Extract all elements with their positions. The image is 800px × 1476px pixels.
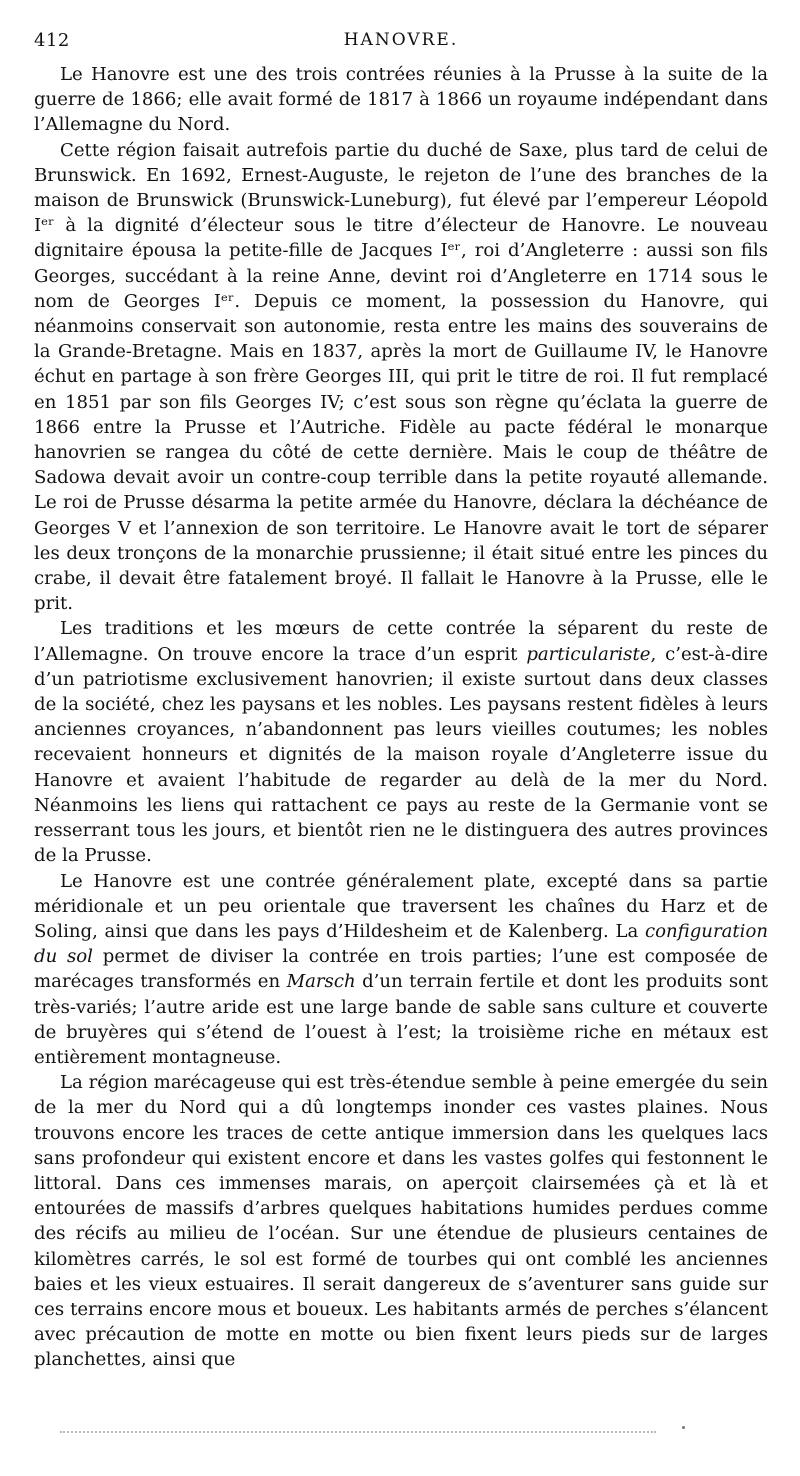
paragraph-text: Les traditions et les mœurs de cette contrée la séparent du reste de l’Allemagne. On trouve encore la trace d’un esprit: [34, 618, 768, 665]
book-page: [34, 22, 768, 1452]
footer-dotted-rule: [60, 1431, 656, 1433]
footer-dot-mark: [682, 1426, 685, 1429]
paragraph-text: , c’est-à-dire d’un patriotisme exclusivement hanovrien; il existe surtout dans deux classes de la société, chez les paysans et les nobles. Les paysans restent fidèles à leurs anciennes croyances, n’abandonnent pas leurs vieilles coutumes; les nobles recevaient honneurs et dignités de la maison royale d’Angleterre issue du Hanovre et avaient l’habitude de regarder au delà de la mer du Nord. Néanmoins les liens qui rattachent ce pays au reste de la Germanie vont se resserrant tous les jours, et bientôt rien ne le distinguera des autres provinces de la Prusse.: [34, 643, 768, 867]
running-title: HANOVRE.: [343, 30, 459, 50]
page-number: 412: [34, 30, 70, 51]
paragraph-text: permet de diviser la contrée en trois parties; l’une est composée de marécages transformés en: [34, 946, 768, 993]
paragraph-text: Le Hanovre est une des trois contrées réunies à la Prusse à la suite de la guerre de 1866; elle avait formé de 1817 à 1866 un royaume indépendant dans l’Allemagne du Nord.: [34, 64, 768, 136]
paragraph-text: d’un terrain fertile et dont les produits sont très-variés; l’autre aride est une large bande de sable sans culture et couverte de bruyères qui s’étend de l’ouest à l’est; la troisième riche en métaux est entièrement montagneuse.: [34, 971, 769, 1068]
paragraph-history: [34, 138, 768, 617]
paragraph-traditions: [34, 616, 768, 868]
italic-term-marsch: Marsch: [286, 971, 356, 993]
paragraph-marshes: [34, 1070, 768, 1372]
paragraph-text: La région marécageuse qui est très-étendue semble à peine emergée du sein de la mer du Nord qui a dû longtemps inonder ces vastes plaines. Nous trouvons encore les traces de cette antique immersion dans les quelques lacs sans profondeur qui existent encore et dans les vastes golfes qui festonnent le littoral. Dans ces immenses marais, on aperçoit clairsemées çà et là et entourées de massifs d’arbres quelques habitations humides perdues comme des récifs au milieu de l’océan. Sur une étendue de plusieurs centaines de kilomètres carrés, le sol est formé de tourbes qui ont comblé les anciennes baies et les vieux estuaires. Il serait dangereux de s’aventurer sans guide sur ces terrains encore mous et boueux. Les habitants armés de perches s’élancent avec précaution de motte en motte ou bien fixent leurs pieds sur de larges planchettes, ainsi que: [34, 1072, 768, 1371]
italic-term-configuration: configuration du sol: [34, 920, 768, 968]
paragraph-annexation-intro: [34, 62, 768, 138]
article-body: [34, 62, 768, 1373]
paragraph-geography: [34, 869, 768, 1071]
italic-term-particulariste: particulariste: [526, 643, 651, 665]
page-header: [34, 22, 768, 62]
paragraph-text: Le Hanovre est une contrée généralement plate, excepté dans sa partie méridionale et un peu orientale que traversent les chaînes du Harz et de Soling, ainsi que dans les pays d’Hildesheim et de Kalenberg. La: [34, 870, 768, 942]
paragraph-text: Cette région faisait autrefois partie du duché de Saxe, plus tard de celui de Brunswick. En 1692, Ernest-Auguste, le rejeton de l’une des branches de la maison de Brunswick (Brunswick-Luneburg), fut élevé par l’empereur Léopold Iᵉʳ à la dignité d’électeur sous le titre d’électeur de Hanovre. Le nouveau dignitaire épousa la petite-fille de Jacques Iᵉʳ, roi d’Angleterre : aussi son fils Georges, succédant à la reine Anne, devint roi d’Angleterre en 1714 sous le nom de Georges Iᵉʳ. Depuis ce moment, la possession du Hanovre, qui néanmoins conservait son autonomie, resta entre les mains des souverains de la Grande-Bretagne. Mais en 1837, après la mort de Guillaume IV, le Hanovre échut en partage à son frère Georges III, qui prit le titre de roi. Il fut remplacé en 1851 par son fils Georges IV; c’est sous son règne qu’éclata la guerre de 1866 entre la Prusse et l’Autriche. Fidèle au pacte fédéral le monarque hanovrien se rangea du côté de cette dernière. Mais le coup de théâtre de Sadowa devait avoir un contre-coup terrible dans la petite royauté allemande. Le roi de Prusse désarma la petite armée du Hanovre, déclara la déchéance de Georges V et l’annexion de son territoire. Le Hanovre avait le tort de séparer les deux tronçons de la monarchie prussienne; il était situé entre les pinces du crabe, il devait être fatalement broyé. Il fallait le Hanovre à la Prusse, elle le prit.: [34, 139, 768, 615]
